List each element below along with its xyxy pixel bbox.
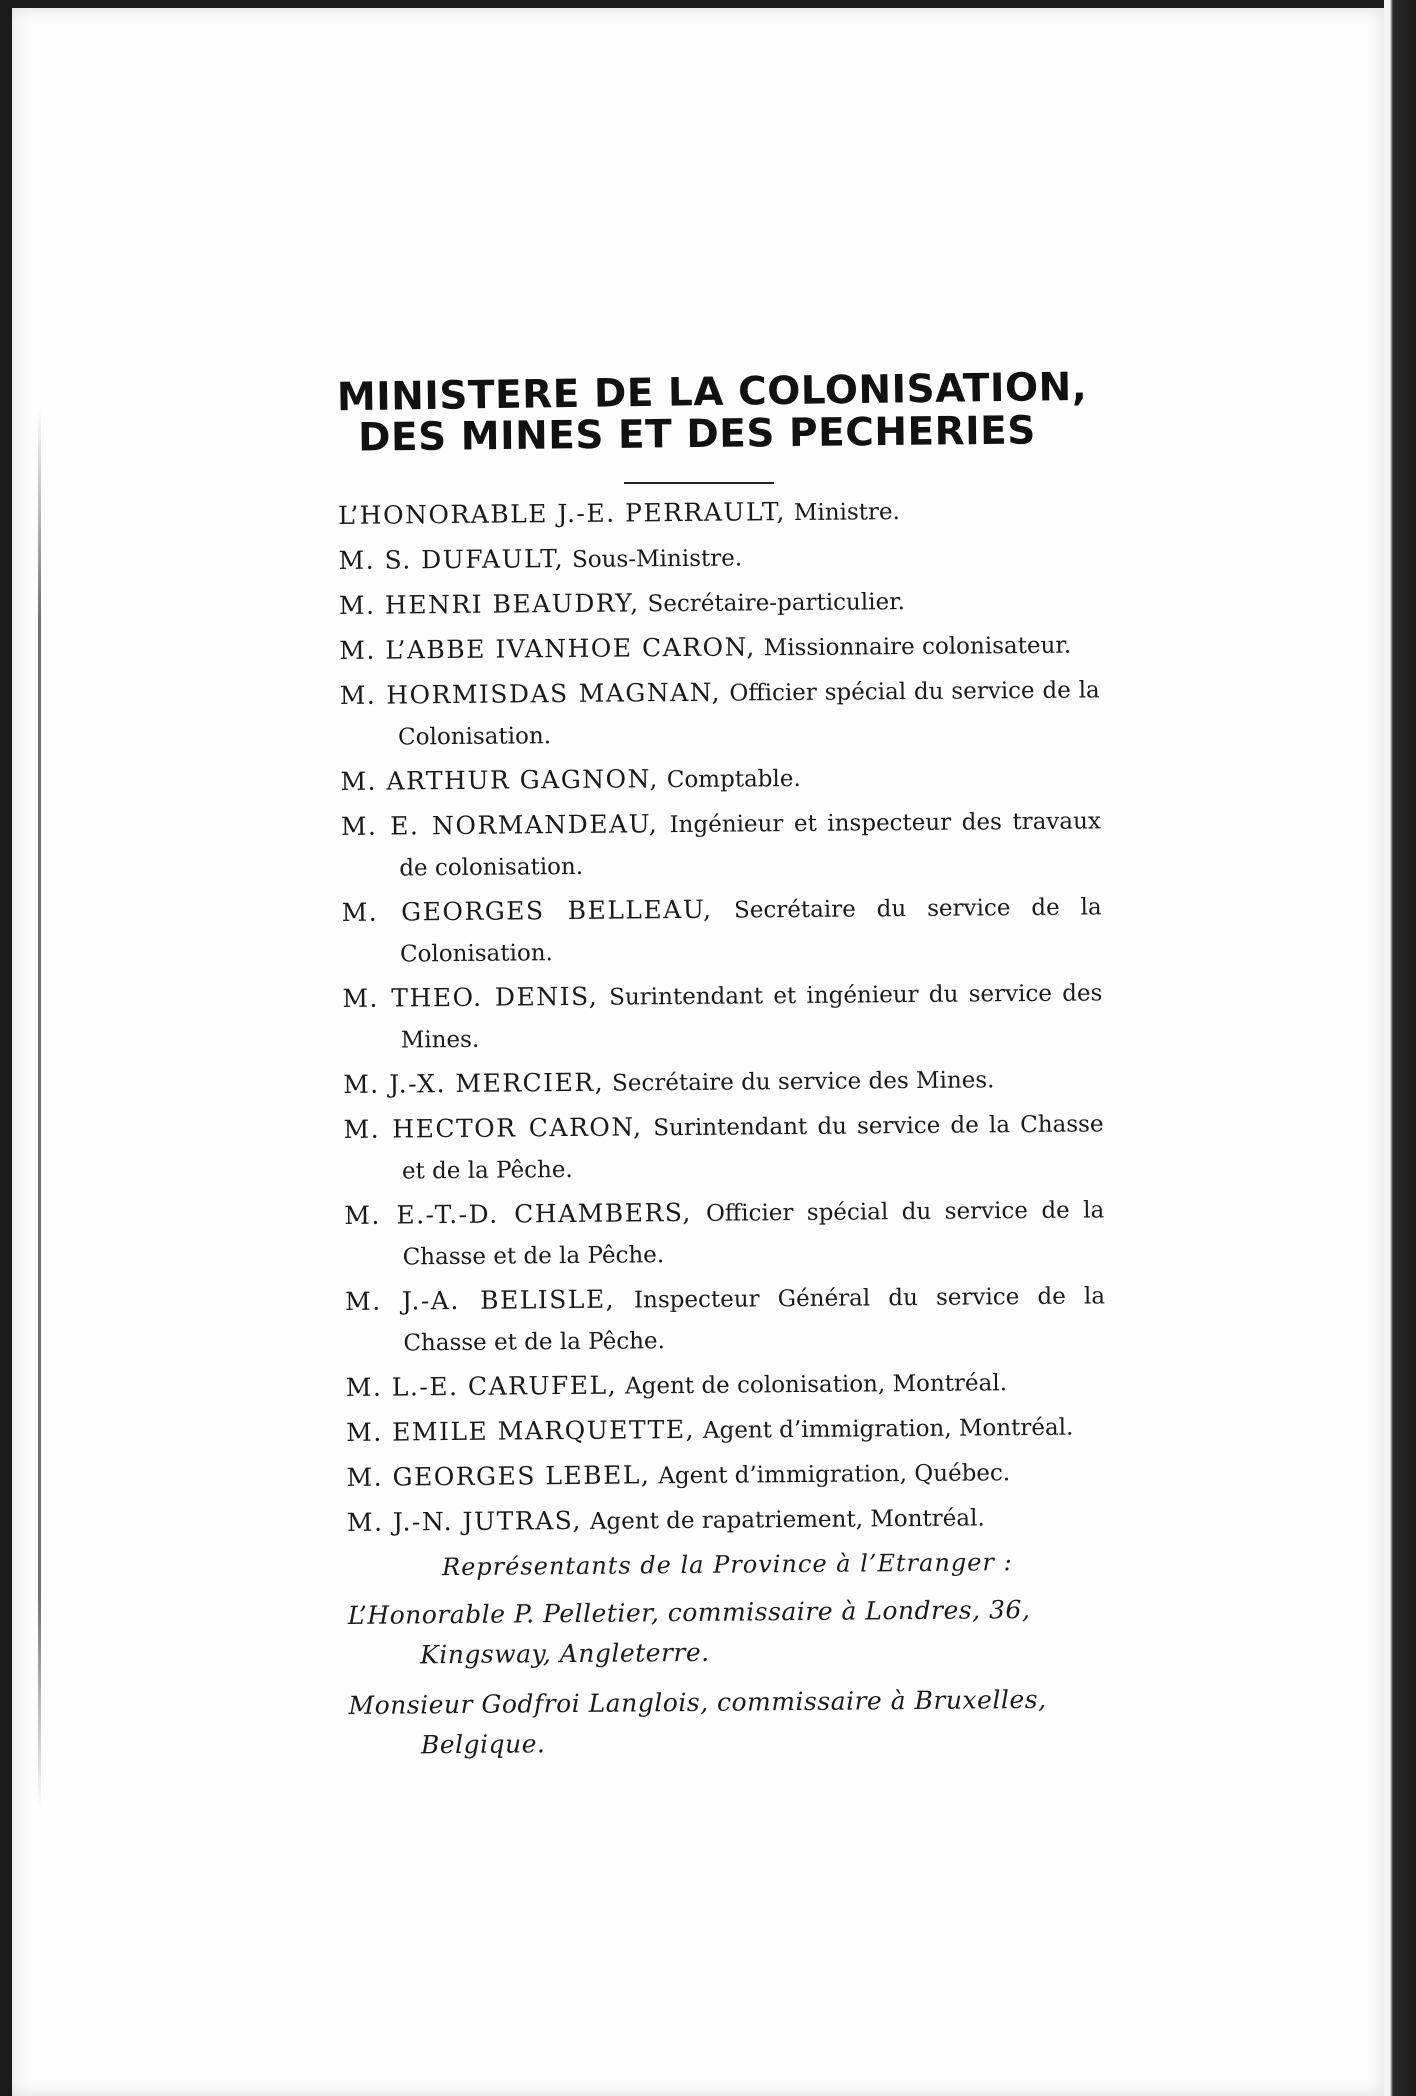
staff-entry bbox=[346, 1406, 1106, 1454]
page-title-line-1: MINISTERE DE LA COLONISATION, bbox=[336, 364, 1088, 421]
staff-entry bbox=[343, 1103, 1104, 1192]
staff-role: Comptable. bbox=[666, 765, 801, 794]
staff-role: Surintendant du service de la Chasse et de la Pêche. bbox=[401, 1111, 1104, 1185]
scan-right-border bbox=[1384, 0, 1416, 2096]
representative-entry: Monsieur Godfroi Langlois, commissaire à Bruxelles, Belgique. bbox=[348, 1684, 1047, 1760]
staff-name: M. J.-A. BELISLE, bbox=[344, 1284, 616, 1316]
staff-name: M. L.-E. CARUFEL, bbox=[345, 1370, 618, 1402]
staff-entry bbox=[338, 534, 1098, 582]
staff-entry bbox=[344, 1189, 1105, 1278]
staff-entry bbox=[347, 1496, 1107, 1544]
staff-name: M. ARTHUR GAGNON, bbox=[340, 764, 659, 796]
staff-name: M. EMILE MARQUETTE, bbox=[346, 1414, 696, 1447]
staff-entry bbox=[341, 800, 1102, 889]
staff-role: Secrétaire-particulier. bbox=[647, 589, 906, 618]
staff-role: Officier spécial du service de la Chasse et de la Pêche. bbox=[402, 1197, 1105, 1271]
staff-role: Sous-Ministre. bbox=[571, 545, 743, 573]
staff-name: M. GEORGES BELLEAU, bbox=[341, 894, 713, 927]
staff-role: Ministre. bbox=[793, 499, 901, 527]
page-title-line-2: DES MINES ET DES PECHERIES bbox=[357, 408, 1037, 461]
staff-entry bbox=[340, 755, 1100, 803]
staff-entry bbox=[338, 489, 1098, 537]
staff-entry bbox=[343, 1058, 1103, 1106]
page-fold-shadow bbox=[38, 408, 41, 1808]
staff-entry bbox=[345, 1275, 1106, 1364]
staff-name: M. J.-X. MERCIER, bbox=[343, 1067, 605, 1099]
staff-role: Officier spécial du service de la Colonisation. bbox=[397, 677, 1100, 751]
staff-role: Secrétaire du service des Mines. bbox=[611, 1067, 995, 1097]
staff-entry bbox=[340, 669, 1101, 758]
title-divider bbox=[624, 482, 774, 484]
staff-role: Agent de rapatriement, Montréal. bbox=[589, 1505, 985, 1535]
staff-entry bbox=[341, 886, 1102, 975]
document-page bbox=[12, 8, 1384, 2096]
staff-name: M. HORMISDAS MAGNAN, bbox=[339, 677, 722, 710]
staff-entry bbox=[339, 579, 1099, 627]
representative-entry: L’Honorable P. Pelletier, commissaire à Londres, 36, Kingsway, Angleterre. bbox=[347, 1595, 1031, 1670]
staff-name: L’HONORABLE J.-E. PERRAULT, bbox=[338, 497, 787, 530]
staff-name: M. J.-N. JUTRAS, bbox=[346, 1505, 583, 1537]
staff-name: M. HECTOR CARON, bbox=[343, 1112, 643, 1144]
staff-role: Missionnaire colonisateur. bbox=[763, 632, 1072, 662]
staff-name: M. S. DUFAULT, bbox=[338, 544, 565, 575]
staff-entry bbox=[342, 972, 1103, 1061]
representatives-heading: Représentants de la Province à l’Etranger : bbox=[441, 1548, 1013, 1582]
staff-name: M. THEO. DENIS, bbox=[342, 981, 599, 1013]
staff-role: Agent d’immigration, Montréal. bbox=[702, 1414, 1074, 1444]
staff-entry bbox=[346, 1361, 1106, 1409]
staff-role: Ingénieur et inspecteur des travaux de colonisation. bbox=[399, 808, 1101, 882]
staff-name: M. E.-T.-D. CHAMBERS, bbox=[344, 1197, 693, 1230]
staff-name: M. L’ABBE IVANHOE CARON, bbox=[339, 632, 756, 665]
staff-name: M. HENRI BEAUDRY, bbox=[338, 588, 640, 620]
staff-role: Secrétaire du service de la Colonisation. bbox=[399, 894, 1102, 968]
staff-role: Agent de colonisation, Montréal. bbox=[624, 1370, 1008, 1400]
staff-role: Surintendant et ingénieur du service des Mines. bbox=[400, 980, 1103, 1054]
staff-name: M. GEORGES LEBEL, bbox=[346, 1460, 651, 1492]
staff-role: Inspecteur Général du service de la Chasse et de la Pêche. bbox=[403, 1283, 1106, 1357]
staff-name: M. E. NORMANDEAU, bbox=[340, 809, 659, 841]
staff-entry bbox=[339, 624, 1099, 672]
staff-role: Agent d’immigration, Québec. bbox=[658, 1460, 1011, 1490]
staff-list bbox=[338, 489, 1109, 1776]
staff-entry bbox=[346, 1451, 1106, 1499]
